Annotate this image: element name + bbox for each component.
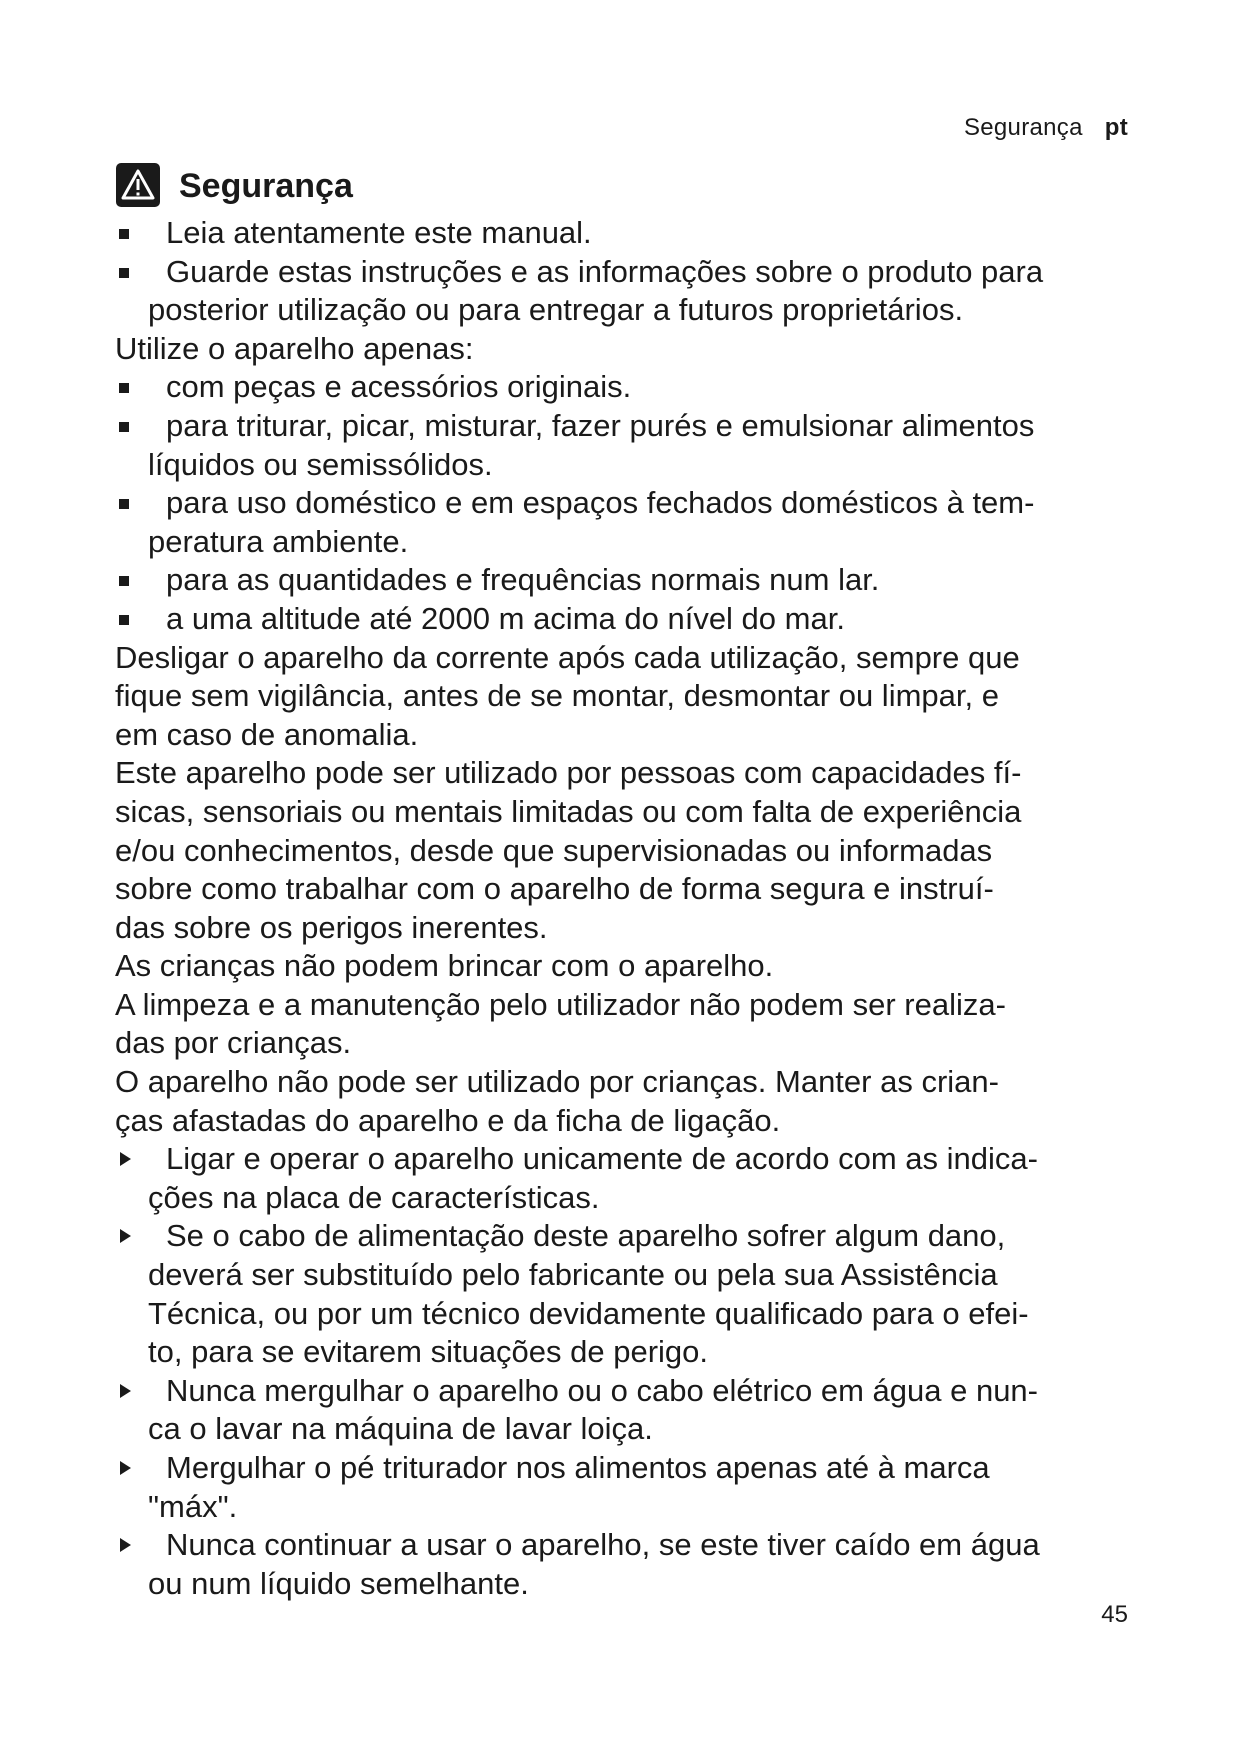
page-number: 45 [1101,1601,1128,1628]
text-line: Ligar e operar o aparelho unicamente de acordo com as indica- [166,1141,1038,1177]
text-line: As crianças não podem brincar com o aparelho. [115,948,774,984]
square-bullet-icon [115,253,148,292]
arrow-bullet-icon [115,1140,148,1179]
body-text [115,214,1155,1603]
text-line: líquidos ou semissólidos. [148,446,493,482]
text-line: ções na placa de características. [148,1179,600,1215]
text-line: A limpeza e a manutenção pelo utilizador não podem ser realiza- [115,986,1006,1022]
paragraph [115,1063,1155,1140]
paragraph [115,986,1155,1063]
text-line: ças afastadas do aparelho e da ficha de ligação. [115,1102,781,1138]
warning-triangle-icon [115,162,161,208]
text-line: Este aparelho pode ser utilizado por pessoas com capacidades fí- [115,755,1022,791]
square-bullet-icon [115,600,148,639]
text-line: Nunca mergulhar o aparelho ou o cabo elétrico em água e nun- [166,1372,1038,1408]
square-bullet-icon [115,407,148,446]
text-line: fique sem vigilância, antes de se montar, desmontar ou limpar, e [115,678,999,714]
text-line: Guarde estas instruções e as informações sobre o produto para [166,253,1044,289]
text-line: para uso doméstico e em espaços fechados domésticos à tem- [166,485,1035,521]
text-line: sobre como trabalhar com o aparelho de forma segura e instruí- [115,871,994,907]
paragraph [115,947,1155,986]
instruction-item [115,1372,1155,1449]
text-line: ca o lavar na máquina de lavar loiça. [148,1411,653,1447]
paragraph [115,639,1155,755]
text-line: a uma altitude até 2000 m acima do nível do mar. [166,600,845,636]
text-line: O aparelho não pode ser utilizado por crianças. Manter as crian- [115,1064,999,1100]
bullet-item [115,368,1155,407]
section-title-text: Segurança [179,167,353,205]
bullet-item [115,407,1155,484]
text-line: para as quantidades e frequências normais num lar. [166,562,880,598]
instruction-item [115,1526,1155,1603]
bullet-item [115,253,1155,330]
bullet-item [115,214,1155,253]
instruction-item [115,1140,1155,1217]
text-line: "máx". [148,1488,238,1524]
instruction-item [115,1449,1155,1526]
arrow-bullet-icon [115,1217,148,1256]
section-title [115,162,1155,210]
text-line: posterior utilização ou para entregar a futuros proprietários. [148,292,964,328]
text-line: para triturar, picar, misturar, fazer purés e emulsionar alimentos [166,407,1035,443]
paragraph [115,754,1155,947]
running-head-section: Segurança [963,114,1083,141]
text-line: em caso de anomalia. [115,716,419,752]
bullet-item [115,561,1155,600]
text-line: com peças e acessórios originais. [166,369,632,405]
arrow-bullet-icon [115,1372,148,1411]
square-bullet-icon [115,484,148,523]
text-line: Se o cabo de alimentação deste aparelho sofrer algum dano, [166,1218,1006,1254]
square-bullet-icon [115,214,148,253]
text-line: das por crianças. [115,1025,352,1061]
text-line: sicas, sensoriais ou mentais limitadas ou com falta de experiência [115,793,1022,829]
running-head [964,114,1128,142]
bullet-item [115,600,1155,639]
text-line: das sobre os perigos inerentes. [115,909,548,945]
text-line: Técnica, ou por um técnico devidamente qualificado para o efei- [148,1295,1029,1331]
square-bullet-icon [115,561,148,600]
text-line: Desligar o aparelho da corrente após cada utilização, sempre que [115,639,1020,675]
text-line: Mergulhar o pé triturador nos alimentos apenas até à marca [166,1450,990,1485]
running-head-language: pt [1104,114,1128,141]
square-bullet-icon [115,368,148,407]
arrow-bullet-icon [115,1449,148,1488]
text-line: peratura ambiente. [148,523,409,559]
paragraph [115,330,1155,369]
text-line: Utilize o aparelho apenas: [115,330,474,366]
text-line: ou num líquido semelhante. [148,1565,529,1601]
page-content [115,162,1155,1603]
text-line: deverá ser substituído pelo fabricante ou pela sua Assistência [148,1257,998,1293]
arrow-bullet-icon [115,1526,148,1565]
text-line: e/ou conhecimentos, desde que supervisionadas ou informadas [115,832,993,868]
bullet-item [115,484,1155,561]
text-line: to, para se evitarem situações de perigo. [148,1334,709,1370]
text-line: Nunca continuar a usar o aparelho, se este tiver caído em água [166,1527,1040,1563]
text-line: Leia atentamente este manual. [166,215,592,250]
instruction-item [115,1217,1155,1371]
